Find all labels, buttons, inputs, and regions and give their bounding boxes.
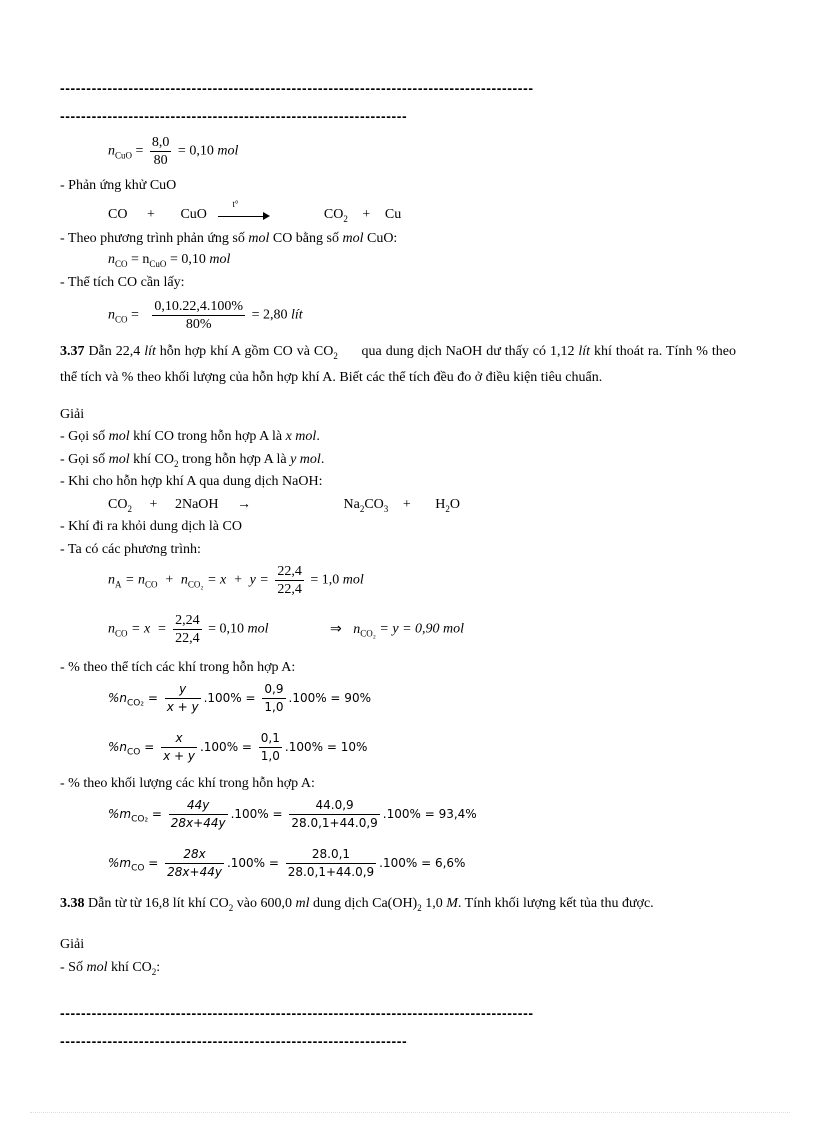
page-bottom-rule bbox=[30, 1112, 790, 1113]
problem-3-37: 3.37 Dẫn 22,4 lít hỗn hợp khí A gồm CO và $CO_2$ qua dung dịch NaOH dư thấy có 1,12 lít khí thoát ra. Tính % theo thể tích và % theo khối lượng của hỗn hợp khí A. Biết các thể tích đều đo ở điều kiện tiêu chuẩn. bbox=[60, 344, 736, 385]
giai-label-1: Giải bbox=[60, 407, 85, 422]
separator-bottom-1: ------------------------------------------------------------------------------------------ bbox=[60, 1005, 534, 1021]
line-theo-pt: - Theo phương trình phản ứng số mol CO bằng số mol CuO: bbox=[60, 231, 398, 246]
line-pct-khoi-luong: - % theo khối lượng các khí trong hỗn hợp A: bbox=[60, 776, 315, 791]
equation-n-cuo: $n_{CuO}$ = $\frac{8,0}{80}$ = 0,10 mol bbox=[108, 135, 239, 168]
line-so-mol: - Số mol khí $CO_2$: bbox=[60, 960, 161, 977]
equation-pct-m-co2: $\%m_{CO_2}$ = $\frac{44y}{28x+44y}$ .100% = $\frac{44.0,9}{28.0,1+44.0,9}$ .100% = 93,4% bbox=[108, 798, 477, 830]
equation-n-a: $n_A = n_{CO} + n_{CO_2} = x + y$ = $\frac{22,4}{22,4}$ = 1,0 mol bbox=[108, 564, 364, 597]
line-goi-x: - Gọi số mol khí CO trong hỗn hợp A là x mol. bbox=[60, 429, 320, 444]
separator-top-1: ------------------------------------------------------------------------------------------ bbox=[60, 80, 534, 96]
reaction-2: $CO_2$ + 2NaOH → $Na_2CO_3 + H_2O$ bbox=[108, 497, 461, 514]
equation-pct-n-co: $\%n_{CO}$ = $\frac{x}{x + y}$ .100% = $\frac{0,1}{1,0}$ .100% = 10% bbox=[108, 731, 368, 763]
separator-bottom-2: ------------------------------------------------------------------ bbox=[60, 1033, 408, 1049]
separator-top-2: ------------------------------------------------------------------ bbox=[60, 108, 408, 124]
line-ta-co: - Ta có các phương trình: bbox=[60, 542, 201, 557]
reaction-arrow: t° bbox=[218, 208, 270, 222]
equation-pct-n-co2: $\%n_{CO_2}$ = $\frac{y}{x + y}$ .100% = $\frac{0,9}{1,0}$ .100% = 90% bbox=[108, 682, 371, 714]
line-khi-cho: - Khi cho hỗn hợp khí A qua dung dịch NaOH: bbox=[60, 474, 323, 489]
equation-nco-eq: $n_{CO} = n_{CuO} = 0,10$ mol bbox=[108, 252, 231, 269]
equation-v-co: $n_{CO}$ = $\frac{0,10.22,4.100\%}{80\%}$ = 2,80 lít bbox=[108, 299, 303, 332]
giai-label-2: Giải bbox=[60, 937, 85, 952]
equation-n-co: $n_{CO} = x$ = $\frac{2,24}{22,4}$ = 0,10 mol ⇒ $n_{CO_2} = y = 0,90$ mol bbox=[108, 613, 465, 646]
line-phan-ung: - Phản ứng khử CuO bbox=[60, 178, 177, 193]
line-khi-di-ra: - Khí đi ra khỏi dung dịch là CO bbox=[60, 519, 242, 534]
line-pct-the-tich: - % theo thể tích các khí trong hỗn hợp A: bbox=[60, 660, 296, 675]
reaction-1: CO + CuO t° $CO_2 + Cu$ bbox=[108, 198, 402, 224]
line-the-tich: - Thể tích CO cần lấy: bbox=[60, 275, 185, 290]
problem-3-38: 3.38 Dẫn từ từ 16,8 lít khí $CO_2$ vào 600,0 ml dung dịch $Ca(OH)_2$ 1,0 M. Tính khối lượng kết tủa thu được. bbox=[60, 896, 654, 913]
equation-pct-m-co: $\%m_{CO}$ = $\frac{28x}{28x+44y}$ .100% = $\frac{28.0,1}{28.0,1+44.0,9}$ .100% = 6,6% bbox=[108, 847, 466, 879]
line-goi-y: - Gọi số mol khí $CO_2$ trong hỗn hợp A là y mol. bbox=[60, 452, 325, 469]
